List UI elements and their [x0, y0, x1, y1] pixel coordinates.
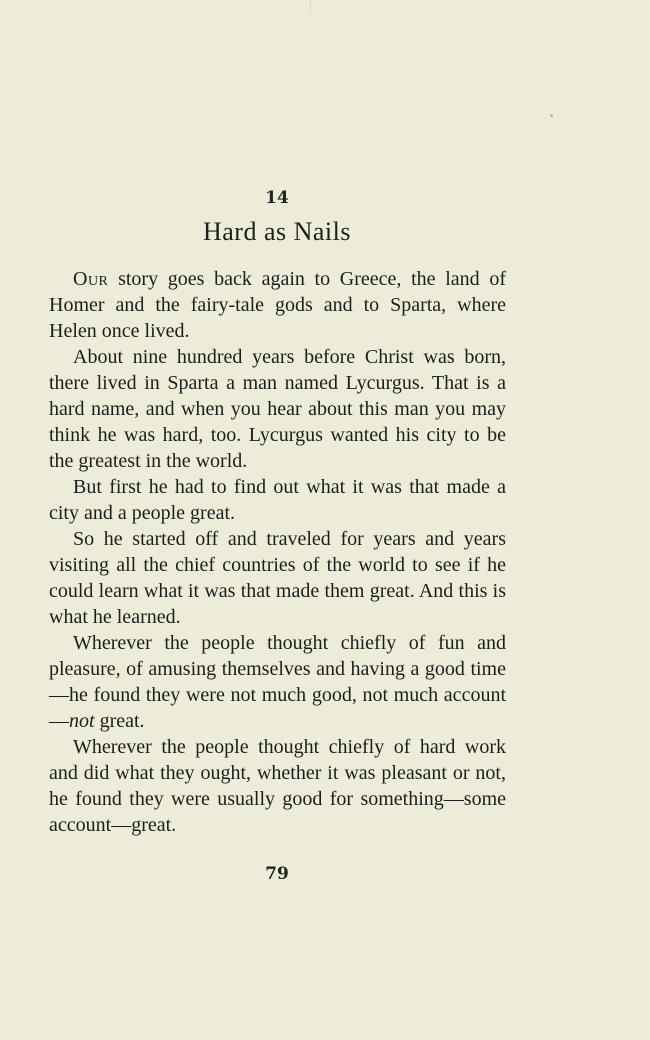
- paragraph-2: About nine hundred years before Christ was born, there lived in Sparta a man named Lycurgus. That is a hard name, and when you hear about this man you may think he was hard, too. Lycurgus wanted his city to be the greatest in the world.: [49, 346, 506, 472]
- paragraph-5: [49, 630, 506, 734]
- paragraph-5-text-before: Wherever the people thought chiefly of fun and pleasure, of amusing themselves and having a good time—he found they were not much good, not much account—: [49, 632, 506, 732]
- paragraph-3: But first he had to find out what it was that made a city and a people great.: [49, 476, 506, 524]
- paper-speck: [550, 114, 553, 117]
- paragraph-1-lead: Our: [73, 268, 109, 290]
- chapter-number: 14: [265, 188, 289, 208]
- chapter-body: [49, 266, 506, 838]
- paragraph-1: [49, 266, 506, 344]
- paragraph-1-text: story goes back again to Greece, the land of Homer and the fairy-tale gods and to Sparta, where Helen once lived.: [49, 268, 506, 342]
- paragraph-5-text-after: great.: [94, 710, 145, 732]
- paragraph-4: So he started off and traveled for years and years visiting all the chief countries of the world to see if he could learn what it was that made them great. And this is what he learned.: [49, 528, 506, 628]
- scan-artifact: [310, 0, 311, 14]
- page-number: 79: [265, 864, 289, 884]
- chapter-title: Hard as Nails: [202, 217, 351, 246]
- bleed-through-text: [40, 58, 600, 82]
- paragraph-5-italic: not: [69, 710, 95, 732]
- paragraph-6: Wherever the people thought chiefly of hard work and did what they ought, whether it was pleasant or not, he found they were usually good for something—some account—great.: [49, 736, 506, 836]
